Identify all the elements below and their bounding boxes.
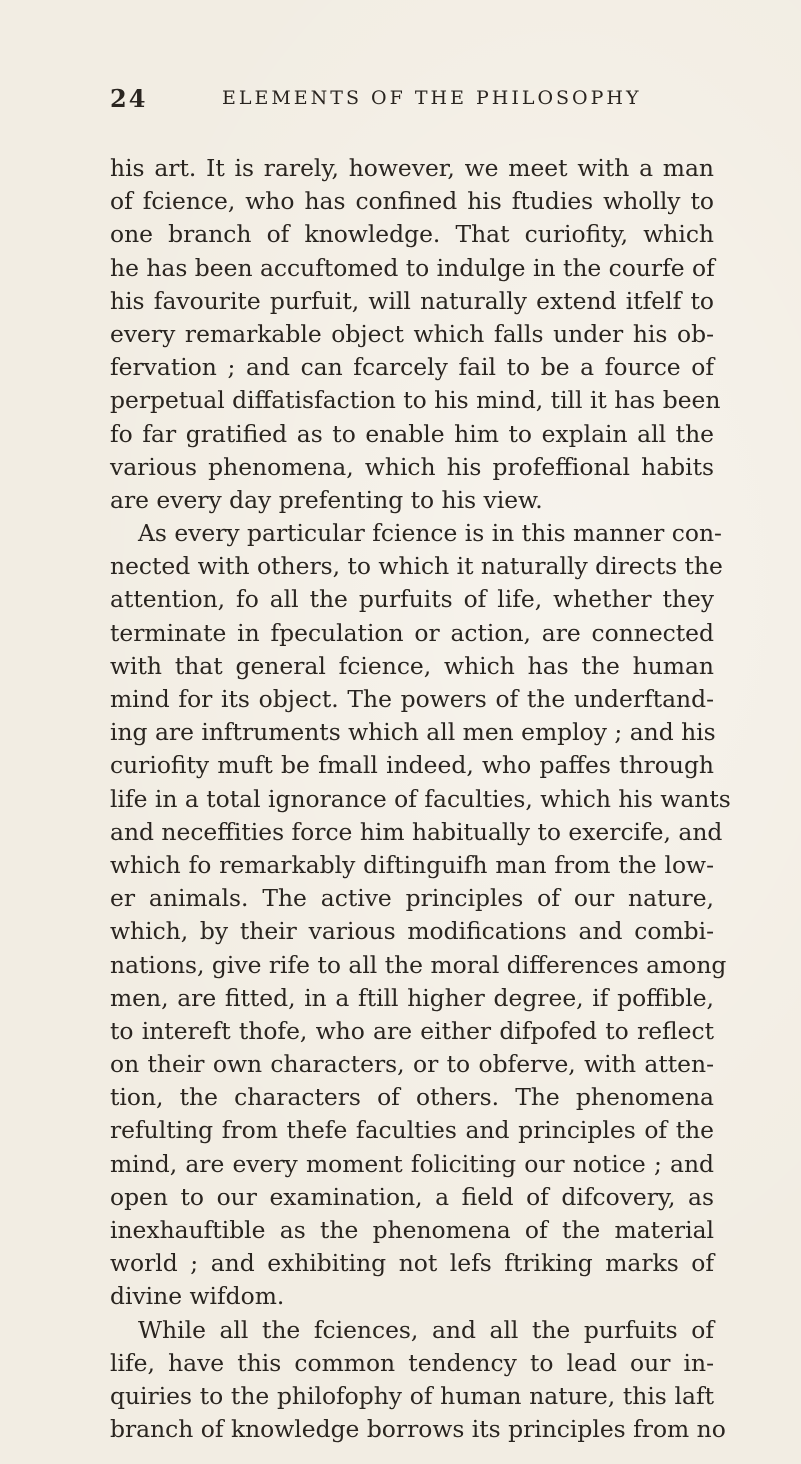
text-line: While all the fciences, and all the purfuits of <box>138 1315 714 1344</box>
text-line: various phenomena, which his profeffional habits <box>110 452 714 481</box>
text-line: life in a total ignorance of faculties, which his wants <box>110 784 731 813</box>
text-line: inexhauftible as the phenomena of the material <box>110 1216 714 1244</box>
text-line: ing are inftruments which all men employ ; and his <box>110 718 716 747</box>
text-line: of fcience, who has confined his ftudies wholly to <box>110 187 714 216</box>
text-line: nations, give rife to all the moral differences among <box>110 950 727 979</box>
text-line: his art. It is rarely, however, we meet with a man <box>110 154 714 182</box>
text-line: divine wifdom. <box>110 1282 285 1311</box>
text-line: he has been accuftomed to indulge in the courfe of <box>110 253 715 282</box>
text-line: his favourite purfuit, will naturally extend itfelf to <box>110 286 714 315</box>
text-line: er animals. The active principles of our nature, <box>110 884 714 913</box>
text-line: quiries to the philofophy of human nature, this laft <box>110 1381 714 1410</box>
running-head: ELEMENTS OF THE PHILOSOPHY <box>222 87 642 109</box>
page-header <box>110 84 720 124</box>
text-line: fo far gratified as to enable him to explain all the <box>110 419 714 448</box>
text-line: branch of knowledge borrows its principles from no <box>110 1415 726 1444</box>
text-line: refulting from thefe faculties and principles of the <box>110 1116 714 1145</box>
text-line: which fo remarkably diftinguifh man from the low- <box>110 850 714 879</box>
text-line: men, are fitted, in a ftill higher degree, if poffible, <box>110 983 714 1012</box>
text-line: world ; and exhibiting not lefs ftriking marks of <box>110 1249 714 1278</box>
text-line: nected with others, to which it naturally directs the <box>110 552 723 581</box>
text-line: one branch of knowledge. That curiofity, which <box>110 220 714 249</box>
page-number: 24 <box>110 84 148 113</box>
text-line: mind, are every moment foliciting our notice ; and <box>110 1149 714 1178</box>
text-line: life, have this common tendency to lead our in- <box>110 1348 714 1377</box>
text-line: tion, the characters of others. The phenomena <box>110 1083 714 1112</box>
text-line: attention, fo all the purfuits of life, whether they <box>110 585 714 614</box>
text-line: As every particular fcience is in this manner con- <box>138 519 722 548</box>
text-line: terminate in fpeculation or action, are connected <box>110 618 714 647</box>
text-line: to intereft thofe, who are either difpofed to reflect <box>110 1016 714 1045</box>
text-line: with that general fcience, which has the human <box>110 651 714 680</box>
text-line: perpetual diffatisfaction to his mind, till it has been <box>110 386 721 415</box>
text-line: every remarkable object which falls under his ob- <box>110 319 714 348</box>
text-line: open to our examination, a field of difcovery, as <box>110 1182 714 1211</box>
text-line: which, by their various modifications and combi- <box>110 917 714 946</box>
text-line: are every day prefenting to his view. <box>110 485 543 514</box>
text-line: mind for its object. The powers of the underftand- <box>110 685 714 713</box>
text-line: fervation ; and can fcarcely fail to be a fource of <box>110 353 714 382</box>
text-line: and neceffities force him habitually to exercife, and <box>110 817 723 846</box>
text-line: on their own characters, or to obferve, with atten- <box>110 1050 714 1079</box>
body-text <box>110 152 731 1446</box>
text-line: curiofity muft be fmall indeed, who paffes through <box>110 751 714 780</box>
